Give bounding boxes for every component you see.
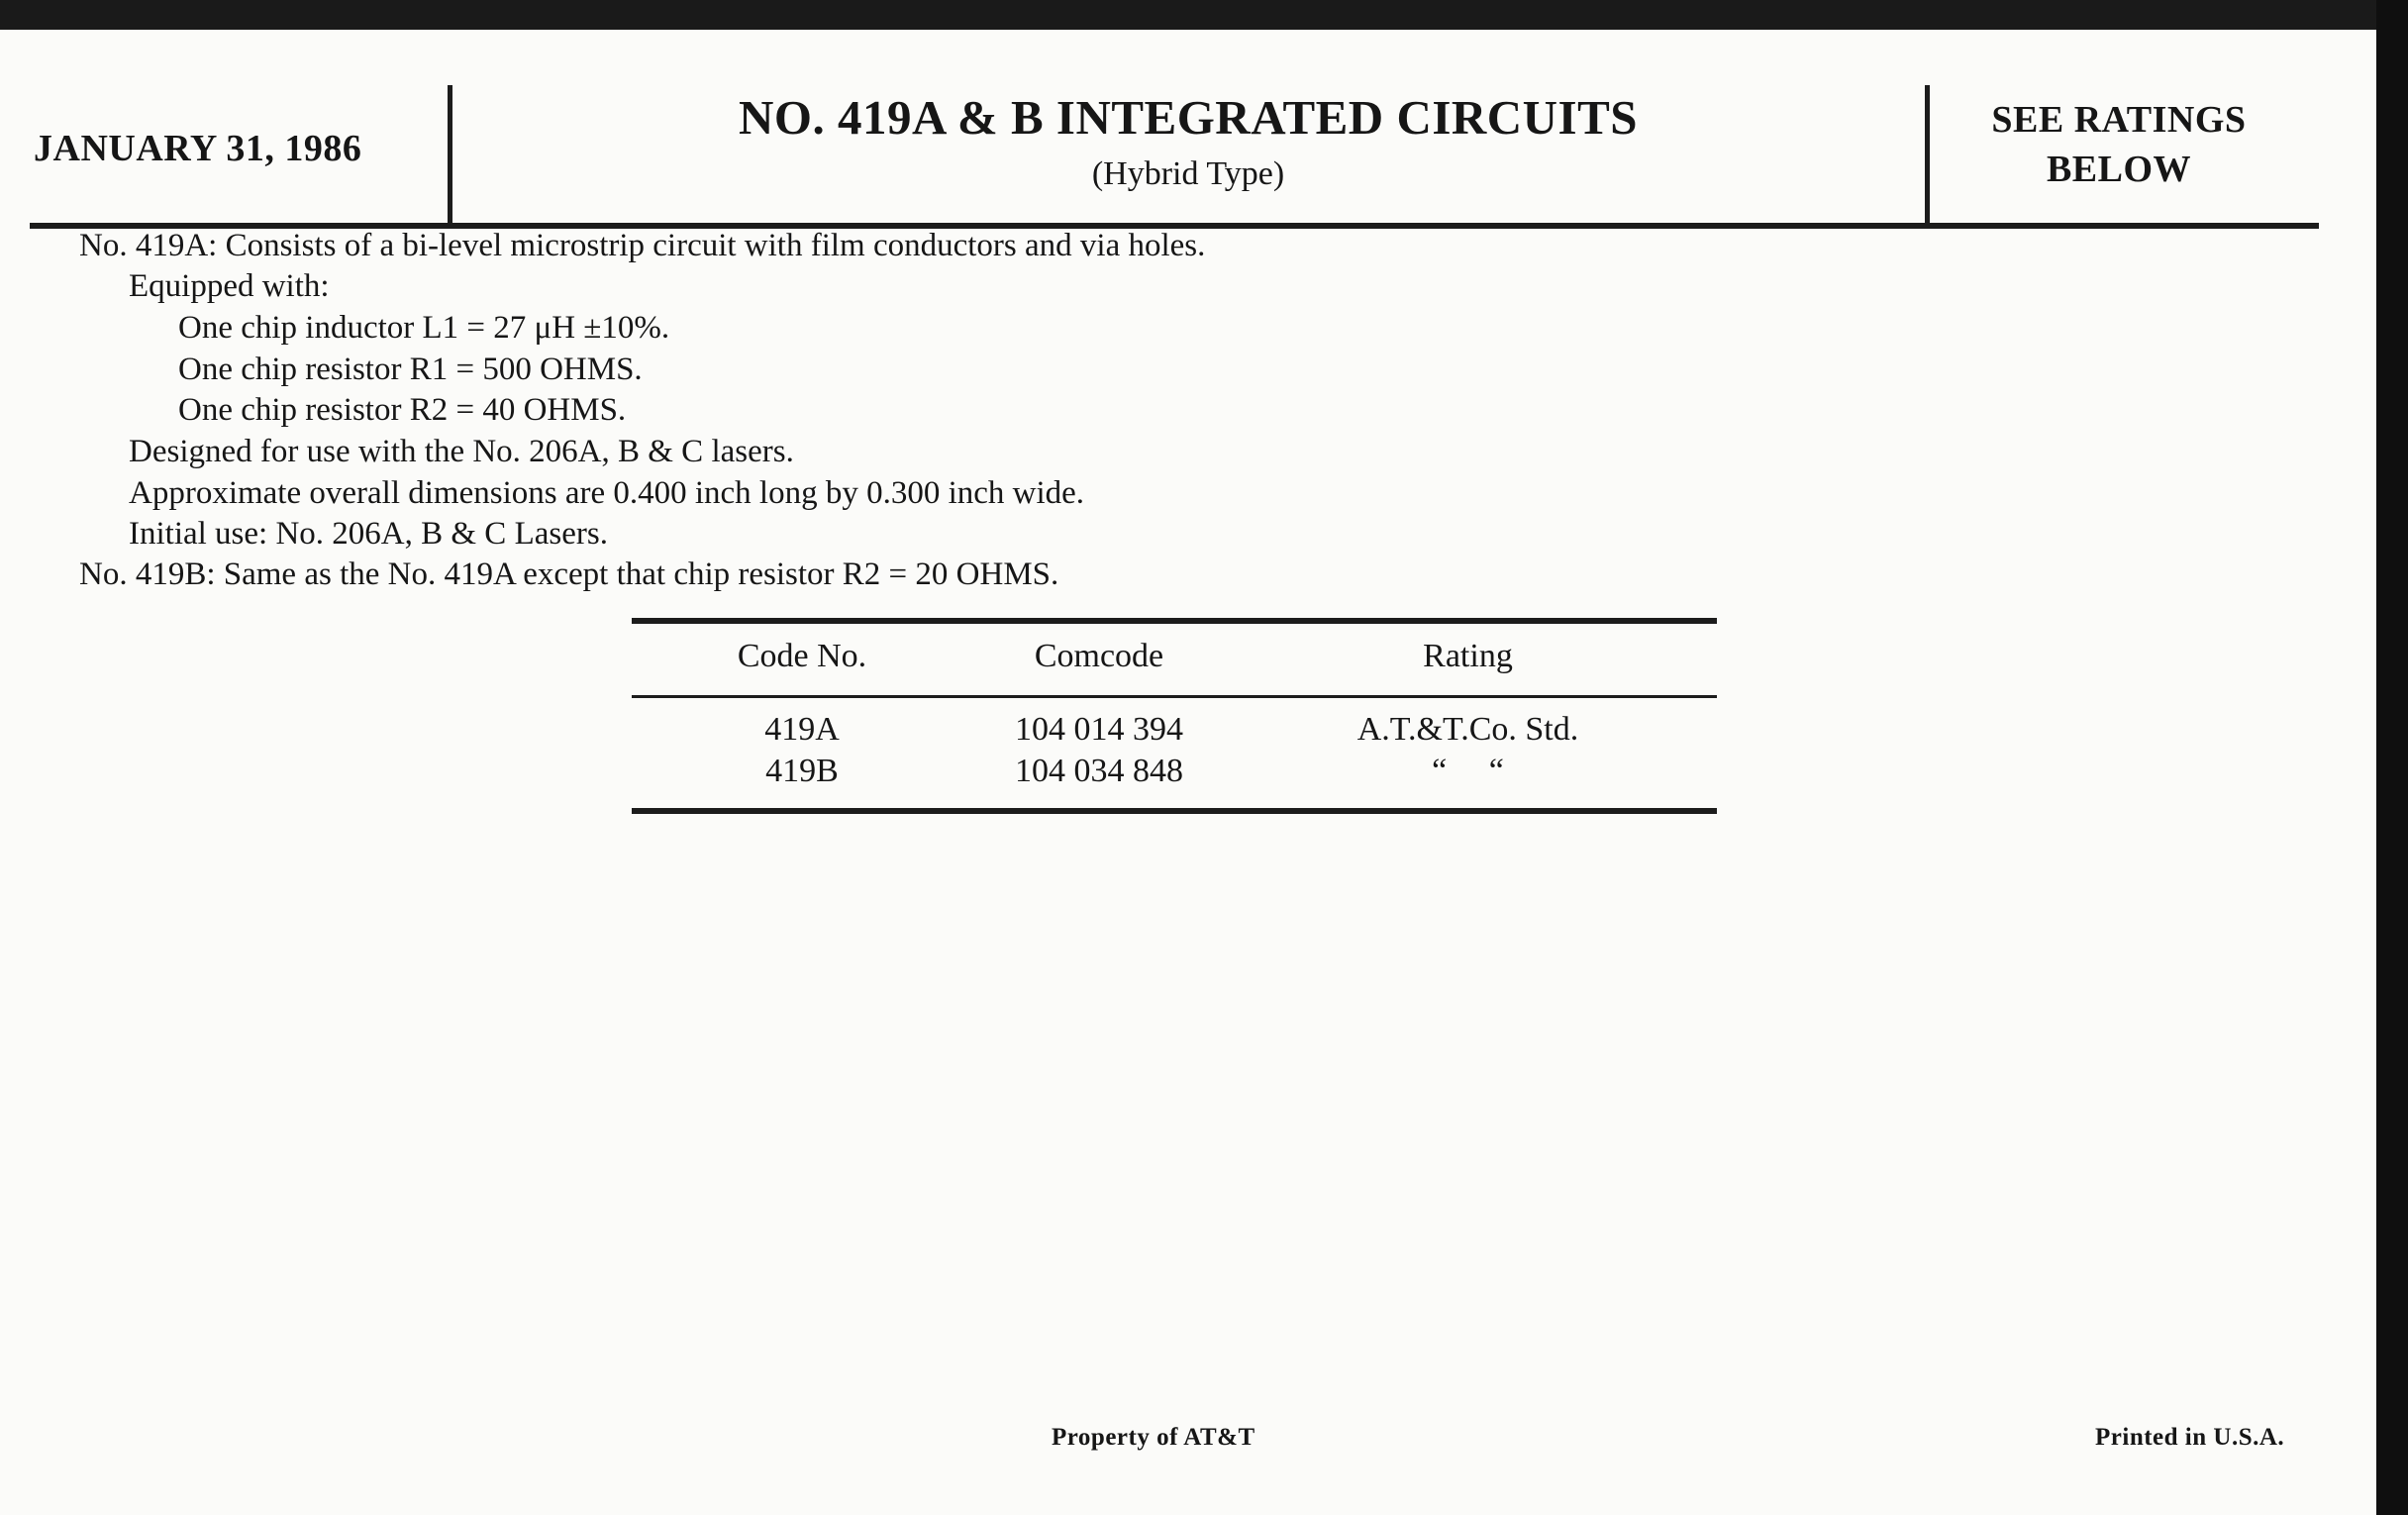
body-line-8: Initial use: No. 206A, B & C Lasers. [129, 516, 608, 552]
page-title: NO. 419A & B INTEGRATED CIRCUITS [738, 90, 1639, 145]
body-line-3: One chip inductor L1 = 27 μH ±10%. [178, 310, 670, 346]
ratings-note-line2: BELOW [2046, 149, 2192, 190]
body-line-5: One chip resistor R2 = 40 OHMS. [178, 392, 627, 428]
table-cell-code: 419A [764, 711, 840, 748]
page-subtitle: (Hybrid Type) [1091, 155, 1285, 192]
table-header-rating: Rating [1423, 638, 1513, 674]
body-line-4: One chip resistor R1 = 500 OHMS. [178, 352, 643, 387]
body-line-7: Approximate overall dimensions are 0.400 inch long by 0.300 inch wide. [129, 475, 1085, 511]
ratings-note [1929, 95, 2309, 194]
body-line-1: No. 419A: Consists of a bi-level microstrip circuit with film conductors and via holes. [79, 228, 1206, 263]
issue-date: JANUARY 31, 1986 [34, 128, 362, 169]
ratings-note-line1: SEE RATINGS [1991, 99, 2247, 141]
scan-edge [2376, 0, 2408, 1515]
document-card [0, 30, 2376, 1515]
table-bottom-rule [632, 808, 1717, 814]
table-cell-comcode: 104 014 394 [1015, 711, 1183, 748]
body-line-9: No. 419B: Same as the No. 419A except that chip resistor R2 = 20 OHMS. [79, 556, 1059, 592]
table-cell-rating: A.T.&T.Co. Std. [1356, 711, 1579, 748]
table-cell-comcode: 104 034 848 [1015, 753, 1183, 789]
footer-property: Property of AT&T [1052, 1424, 1255, 1451]
footer-printed: Printed in U.S.A. [2095, 1424, 2285, 1451]
table-header-rule [632, 695, 1717, 698]
body-line-2: Equipped with: [129, 268, 330, 304]
table-cell-rating: “ “ [1432, 753, 1504, 789]
table-top-rule [632, 618, 1717, 624]
table-header-code: Code No. [737, 638, 867, 674]
table-header-comcode: Comcode [1034, 638, 1164, 674]
table-cell-code: 419B [765, 753, 839, 789]
body-line-6: Designed for use with the No. 206A, B & C lasers. [129, 434, 794, 469]
